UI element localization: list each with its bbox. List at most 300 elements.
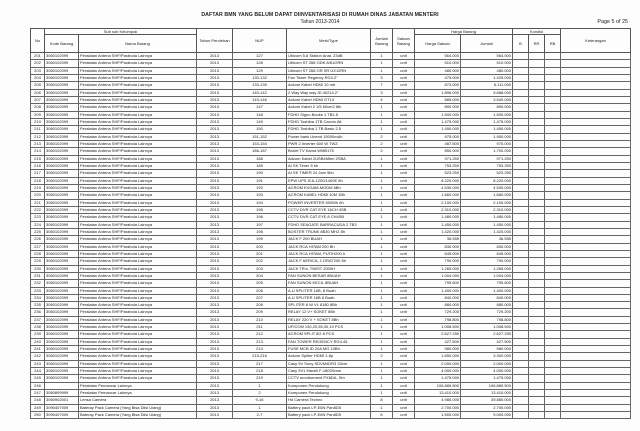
cell-nama-barang: Peralatan Pemancar Lainnya [79, 382, 197, 389]
cell-keterangan [561, 280, 631, 287]
cell-kondisi-rr [529, 243, 545, 250]
cell-row-no: 202 [31, 60, 45, 67]
cell-kondisi-b [513, 192, 529, 199]
cell-kode-barang: 3060102099 [45, 221, 79, 228]
cell-kondisi-rr [529, 53, 545, 60]
cell-nama-barang: Peralatan Antena SHF/Parabola Lainnya [79, 140, 197, 147]
cell-nama-barang: Peralatan Antena SHF/Parabola Lainnya [79, 294, 197, 301]
cell-harga-satuan: 487.500 [415, 140, 461, 147]
cell-nup: 218 [233, 368, 287, 375]
cell-nup: 151-152 [233, 133, 287, 140]
cell-harga-satuan: 1.650.000 [415, 353, 461, 360]
cell-nup: 198 [233, 228, 287, 235]
cell-kondisi-b [513, 265, 529, 272]
cell-keterangan [561, 236, 631, 243]
table-row [31, 243, 631, 250]
cell-harga-satuan: 4.000.000 [415, 368, 461, 375]
cell-keterangan [561, 265, 631, 272]
cell-jumlah-barang: 1 [371, 228, 393, 235]
cell-kondisi-rb [545, 390, 561, 397]
cell-keterangan [561, 331, 631, 338]
cell-keterangan [561, 316, 631, 323]
cell-nama-barang: Peralatan Antena SHF/Parabola Lainnya [79, 170, 197, 177]
cell-row-no: 233 [31, 287, 45, 294]
cell-kondisi-rb [545, 258, 561, 265]
cell-kondisi-rb [545, 111, 561, 118]
cell-kondisi-rr [529, 118, 545, 125]
cell-merk-type: Battery pack LP-E6N Pan8D5 [287, 412, 371, 419]
cell-merk-type: SPLITER 8 W VL 8180 8Bh [287, 302, 371, 309]
cell-kode-barang: 3060102099 [45, 338, 79, 345]
cell-jumlah-barang: 1 [371, 375, 393, 382]
cell-nup: 2-7 [233, 412, 287, 419]
cell-merk-type: FAN TOWER REGENCY RG4.45 [287, 338, 371, 345]
cell-kondisi-rb [545, 331, 561, 338]
cell-row-no: 248 [31, 397, 45, 404]
cell-kode-barang: 3060102099 [45, 96, 79, 103]
cell-kondisi-rb [545, 265, 561, 272]
cell-jumlah-barang: 1 [371, 324, 393, 331]
cell-satuan-barang: unit [393, 287, 415, 294]
cell-tahun-perolehan: 2013 [197, 133, 233, 140]
cell-keterangan [561, 243, 631, 250]
cell-merk-type: JACK F AERICA, 1 DRAT200 8h [287, 258, 371, 265]
cell-kondisi-b [513, 148, 529, 155]
cell-kondisi-rb [545, 82, 561, 89]
cell-jumlah: 753.250 [461, 162, 513, 169]
cell-jumlah: 1.660.000 [461, 192, 513, 199]
cell-satuan-barang: unit [393, 177, 415, 184]
cell-row-no: 212 [31, 133, 45, 140]
cell-tahun-perolehan: 2013 [197, 199, 233, 206]
cell-kondisi-b [513, 309, 529, 316]
cell-kondisi-rr [529, 60, 545, 67]
cell-jumlah-barang: 1 [371, 162, 393, 169]
cell-keterangan [561, 412, 631, 419]
cell-tahun-perolehan: 2013 [197, 236, 233, 243]
cell-row-no: 243 [31, 360, 45, 367]
cell-satuan-barang: unit [393, 170, 415, 177]
cell-kondisi-b [513, 155, 529, 162]
cell-tahun-perolehan: 2013 [197, 353, 233, 360]
cell-kondisi-b [513, 111, 529, 118]
col-keterangan: Keterangan [561, 29, 631, 53]
cell-kode-barang: 3060102099 [45, 228, 79, 235]
cell-jumlah-barang: 1 [371, 214, 393, 221]
cell-keterangan [561, 353, 631, 360]
cell-kondisi-b [513, 324, 529, 331]
cell-kode-barang: 3090407009 [45, 412, 79, 419]
cell-jumlah-barang: 1 [371, 221, 393, 228]
cell-kode-barang: 3060102099 [45, 331, 79, 338]
cell-kondisi-b [513, 294, 529, 301]
cell-harga-satuan: 850.000 [415, 148, 461, 155]
cell-kondisi-rr [529, 382, 545, 389]
cell-kode-barang: 3060102099 [45, 360, 79, 367]
cell-harga-satuan: 1.480.000 [415, 214, 461, 221]
cell-kondisi-b [513, 338, 529, 345]
cell-nama-barang: Peralatan Antena SHF/Parabola Lainnya [79, 353, 197, 360]
cell-nup: 201 [233, 250, 287, 257]
cell-nama-barang: Peralatan Antena SHF/Parabola Lainnya [79, 280, 197, 287]
cell-nup: 211 [233, 324, 287, 331]
cell-merk-type: Brolet TV Kama WMB175 [287, 148, 371, 155]
table-row [31, 353, 631, 360]
cell-kondisi-rb [545, 353, 561, 360]
cell-kode-barang: 3060102099 [45, 155, 79, 162]
cell-kode-barang: 3060102099 [45, 309, 79, 316]
cell-kode-barang: 3060102099 [45, 316, 79, 323]
cell-tahun-perolehan: 2013 [197, 287, 233, 294]
cell-nup: 1 [233, 382, 287, 389]
cell-keterangan [561, 258, 631, 265]
cell-harga-satuan: 1.896.000 [415, 89, 461, 96]
cell-row-no: 242 [31, 353, 45, 360]
cell-harga-satuan: 564.000 [415, 53, 461, 60]
cell-satuan-barang: unit [393, 53, 415, 60]
cell-harga-satuan: 890.000 [415, 104, 461, 111]
cell-kondisi-rr [529, 74, 545, 81]
cell-satuan-barang: unit [393, 324, 415, 331]
cell-jumlah-barang: 3 [371, 89, 393, 96]
cell-row-no: 240 [31, 338, 45, 345]
cell-keterangan [561, 360, 631, 367]
cell-kondisi-b [513, 228, 529, 235]
col-jumlah-barang: Jumlah Barang [371, 29, 393, 53]
cell-harga-satuan: 1.450.000 [415, 126, 461, 133]
cell-kondisi-rb [545, 272, 561, 279]
cell-satuan-barang: unit [393, 60, 415, 67]
cell-nama-barang: Peralatan Antena SHF/Parabola Lainnya [79, 82, 197, 89]
cell-keterangan [561, 170, 631, 177]
cell-harga-satuan: 1.450.000 [415, 221, 461, 228]
cell-jumlah: 798.800 [461, 316, 513, 323]
cell-nama-barang: Peralatan Antena SHF/Parabola Lainnya [79, 60, 197, 67]
cell-nama-barang: Peralatan Antena SHF/Parabola Lainnya [79, 67, 197, 74]
cell-satuan-barang: unit [393, 309, 415, 316]
cell-jumlah-barang: 1 [371, 177, 393, 184]
cell-nama-barang: Peralatan Antena SHF/Parabola Lainnya [79, 265, 197, 272]
cell-kondisi-b [513, 287, 529, 294]
cell-nama-barang: Peralatan Antena SHF/Parabola Lainnya [79, 331, 197, 338]
cell-kondisi-b [513, 96, 529, 103]
cell-nup: 148 [233, 111, 287, 118]
col-satuan-barang: Satuan Barang [393, 29, 415, 53]
cell-row-no: 239 [31, 331, 45, 338]
cell-kondisi-rr [529, 316, 545, 323]
cell-nama-barang: Peralatan Antena SHF/Parabola Lainnya [79, 192, 197, 199]
cell-keterangan [561, 140, 631, 147]
table-row [31, 382, 631, 389]
cell-kondisi-rr [529, 360, 545, 367]
cell-kondisi-rr [529, 96, 545, 103]
cell-nup: 150 [233, 126, 287, 133]
table-row [31, 214, 631, 221]
cell-tahun-perolehan: 2013 [197, 258, 233, 265]
cell-nama-barang: Peralatan Antena SHF/Parabola Lainnya [79, 324, 197, 331]
cell-kode-barang [45, 382, 79, 389]
cell-kondisi-rr [529, 111, 545, 118]
cell-kondisi-rr [529, 324, 545, 331]
cell-jumlah: 729.200 [461, 309, 513, 316]
cell-keterangan [561, 375, 631, 382]
cell-nup: 215-216 [233, 353, 287, 360]
cell-satuan-barang: unit [393, 331, 415, 338]
cell-jumlah: 3.300.000 [461, 353, 513, 360]
cell-kondisi-b [513, 221, 529, 228]
cell-row-no: 227 [31, 243, 45, 250]
cell-satuan-barang: unit [393, 162, 415, 169]
cell-merk-type: Ackom Kabel HDMI 10 mtr [287, 82, 371, 89]
cell-jumlah: 1.500.000 [461, 111, 513, 118]
cell-jumlah-barang: 1 [371, 368, 393, 375]
cell-kode-barang: 3060102099 [45, 170, 79, 177]
cell-kondisi-rb [545, 60, 561, 67]
cell-kondisi-rr [529, 404, 545, 411]
cell-nup: 190 [233, 170, 287, 177]
cell-merk-type: Ubicom 5.8 Station Anat. 23dB [287, 53, 371, 60]
cell-kondisi-rr [529, 221, 545, 228]
cell-nup: 153-154 [233, 140, 287, 147]
cell-nup: 143-146 [233, 96, 287, 103]
cell-kode-barang: 3060102099 [45, 53, 79, 60]
cell-jumlah-barang: 1 [371, 155, 393, 162]
cell-kode-barang: 3060102099 [45, 368, 79, 375]
cell-merk-type: FDHD Toshiba 1 TB Basic 2.5 [287, 126, 371, 133]
cell-merk-type: Battery pack LP-E6N Pan8D5 [287, 404, 371, 411]
cell-satuan-barang: unit [393, 316, 415, 323]
cell-row-no: 235 [31, 302, 45, 309]
cell-nama-barang: Peralatan Antena SHF/Parabola Lainnya [79, 228, 197, 235]
cell-kondisi-rr [529, 140, 545, 147]
cell-satuan-barang: unit [393, 390, 415, 397]
table-row [31, 74, 631, 81]
cell-row-no: 205 [31, 82, 45, 89]
cell-keterangan [561, 53, 631, 60]
cell-kode-barang: 3060102099 [45, 214, 79, 221]
cell-kondisi-rb [545, 338, 561, 345]
cell-merk-type: ACROM KABEL HDMI 10M 1Bh [287, 192, 371, 199]
cell-jumlah-barang: 1 [371, 192, 393, 199]
cell-nup: 9-16 [233, 397, 287, 404]
cell-row-no: 220 [31, 192, 45, 199]
cell-kode-barang: 3060102099 [45, 287, 79, 294]
cell-row-no: 224 [31, 221, 45, 228]
cell-jumlah: 4.530.000 [461, 184, 513, 191]
table-row [31, 280, 631, 287]
cell-jumlah-barang: 1 [371, 206, 393, 213]
cell-nup: 205 [233, 280, 287, 287]
cell-nama-barang: Peralatan Antena SHF/Parabola Lainnya [79, 177, 197, 184]
cell-satuan-barang: unit [393, 192, 415, 199]
table-body [31, 53, 631, 419]
cell-satuan-barang: unit [393, 302, 415, 309]
cell-tahun-perolehan: 2013 [197, 338, 233, 345]
cell-kode-barang: 3090407009 [45, 404, 79, 411]
cell-nama-barang: Peralatan Antena SHF/Parabola Lainnya [79, 309, 197, 316]
cell-kondisi-b [513, 280, 529, 287]
cell-kondisi-b [513, 67, 529, 74]
cell-satuan-barang: unit [393, 280, 415, 287]
col-kondisi-rr: RR [529, 35, 545, 53]
cell-nup: 186-187 [233, 148, 287, 155]
cell-kondisi-rr [529, 199, 545, 206]
cell-nama-barang: Peralatan Antena SHF/Parabola Lainnya [79, 272, 197, 279]
cell-row-no: 236 [31, 309, 45, 316]
cell-jumlah-barang: 1 [371, 104, 393, 111]
cell-jumlah: 2.000.000 [461, 360, 513, 367]
table-row [31, 111, 631, 118]
cell-kondisi-rr [529, 192, 545, 199]
cell-harga-satuan: 2.310.000 [415, 206, 461, 213]
cell-keterangan [561, 221, 631, 228]
cell-satuan-barang: unit [393, 250, 415, 257]
cell-tahun-perolehan: 2013 [197, 162, 233, 169]
cell-jumlah-barang: 8 [371, 397, 393, 404]
cell-row-no: 226 [31, 236, 45, 243]
cell-nup: 204 [233, 272, 287, 279]
cell-nup: 130-132 [233, 74, 287, 81]
cell-kondisi-rb [545, 74, 561, 81]
table-row [31, 133, 631, 140]
cell-jumlah: 3.540.000 [461, 96, 513, 103]
cell-nup: 192 [233, 184, 287, 191]
cell-tahun-perolehan: 2013 [197, 192, 233, 199]
cell-kode-barang: 3060102099 [45, 346, 79, 353]
cell-harga-satuan: 4.530.000 [415, 184, 461, 191]
cell-kondisi-rr [529, 82, 545, 89]
cell-kondisi-rb [545, 177, 561, 184]
cell-nup: 214 [233, 346, 287, 353]
cell-kondisi-rb [545, 155, 561, 162]
table-row [31, 162, 631, 169]
cell-nama-barang: Lensa Camera [79, 397, 197, 404]
cell-jumlah: 106.889.500 [461, 382, 513, 389]
cell-satuan-barang: unit [393, 382, 415, 389]
cell-kondisi-rr [529, 177, 545, 184]
cell-jumlah-barang: 1 [371, 294, 393, 301]
cell-kondisi-rr [529, 338, 545, 345]
cell-kondisi-rr [529, 236, 545, 243]
cell-kondisi-b [513, 390, 529, 397]
cell-jumlah: 1.450.000 [461, 126, 513, 133]
cell-jumlah-barang: 1 [371, 346, 393, 353]
col-sub-kelompok: Sub sub Kelompok [45, 29, 197, 35]
cell-harga-satuan: 427.500 [415, 338, 461, 345]
table-row [31, 294, 631, 301]
cell-merk-type: Komponen Pendukung [287, 390, 371, 397]
cell-keterangan [561, 390, 631, 397]
cell-keterangan [561, 206, 631, 213]
cell-kode-barang: 3060102099 [45, 302, 79, 309]
cell-kode-barang: 3060102099 [45, 140, 79, 147]
cell-merk-type: EPW UPS ICA-1200/1400E 8h [287, 177, 371, 184]
cell-kondisi-b [513, 126, 529, 133]
cell-kondisi-b [513, 236, 529, 243]
cell-nama-barang: Peralatan Antena SHF/Parabola Lainnya [79, 375, 197, 382]
table-row [31, 155, 631, 162]
cell-satuan-barang: unit [393, 272, 415, 279]
table-row [31, 140, 631, 147]
cell-tahun-perolehan: 2013 [197, 111, 233, 118]
cell-kondisi-rr [529, 170, 545, 177]
cell-row-no: 223 [31, 214, 45, 221]
cell-kondisi-rr [529, 302, 545, 309]
cell-harga-satuan: 2.700.000 [415, 404, 461, 411]
cell-merk-type: Fan Tower Regency RG4.2" [287, 74, 371, 81]
cell-harga-satuan: 980.000 [415, 346, 461, 353]
cell-merk-type: JACK TR'a, TWIST 2000H [287, 265, 371, 272]
cell-kode-barang: 3060102099 [45, 192, 79, 199]
cell-kode-barang: 3060102099 [45, 236, 79, 243]
table-row [31, 184, 631, 191]
cell-kode-barang: 3060102099 [45, 206, 79, 213]
cell-tahun-perolehan: 2013 [197, 170, 233, 177]
cell-kode-barang: 3060102099 [45, 118, 79, 125]
cell-kondisi-rr [529, 67, 545, 74]
cell-kondisi-rb [545, 140, 561, 147]
cell-jumlah: 971.250 [461, 155, 513, 162]
cell-nup: 189 [233, 162, 287, 169]
cell-merk-type: Power bank Unend 15000mAh [287, 133, 371, 140]
col-jumlah: Jumlah [461, 35, 513, 53]
cell-jumlah: 795.600 [461, 280, 513, 287]
cell-harga-satuan: 798.800 [415, 316, 461, 323]
cell-keterangan [561, 60, 631, 67]
cell-kode-barang: 3060102099 [45, 243, 79, 250]
table-row [31, 412, 631, 419]
cell-keterangan [561, 214, 631, 221]
cell-row-no: 250 [31, 412, 45, 419]
cell-tahun-perolehan: 2013 [197, 368, 233, 375]
cell-nama-barang: Peralatan Antena SHF/Parabola Lainnya [79, 258, 197, 265]
cell-merk-type: PWR 2 Inverter 600 W TWZ [287, 140, 371, 147]
cell-kode-barang: 3060102099 [45, 126, 79, 133]
cell-merk-type: ACROM KVGAM-MODM 6Bh [287, 184, 371, 191]
cell-harga-satuan: 4.985.000 [415, 397, 461, 404]
cell-kondisi-rr [529, 228, 545, 235]
cell-satuan-barang: unit [393, 199, 415, 206]
cell-row-no: 203 [31, 67, 45, 74]
table-row [31, 272, 631, 279]
cell-nup: 195 [233, 206, 287, 213]
cell-satuan-barang: unit [393, 404, 415, 411]
cell-nup: 129 [233, 67, 287, 74]
cell-merk-type: Ackom Kabel 2 1/5 60cm2 8th [287, 104, 371, 111]
cell-merk-type: A.U SPLITER 16B 8 Buah [287, 294, 371, 301]
cell-kondisi-rr [529, 133, 545, 140]
cell-kondisi-rr [529, 272, 545, 279]
col-kondisi-b: B [513, 35, 529, 53]
cell-tahun-perolehan: 2013 [197, 104, 233, 111]
cell-jumlah-barang: 2 [371, 148, 393, 155]
cell-harga-satuan: 645.000 [415, 250, 461, 257]
cell-nama-barang: Peralatan Antena SHF/Parabola Lainnya [79, 243, 197, 250]
cell-row-no: 213 [31, 140, 45, 147]
cell-kondisi-rr [529, 148, 545, 155]
cell-harga-satuan: 475.000 [415, 74, 461, 81]
cell-jumlah: 13.410.000 [461, 390, 513, 397]
cell-harga-satuan: 1.420.000 [415, 228, 461, 235]
cell-jumlah-barang: 1 [371, 250, 393, 257]
cell-jumlah-barang: 3 [371, 74, 393, 81]
cell-kondisi-rr [529, 250, 545, 257]
cell-merk-type: Komponen Pendukung [287, 382, 371, 389]
cell-kondisi-rb [545, 206, 561, 213]
cell-kondisi-rb [545, 133, 561, 140]
cell-kondisi-rb [545, 412, 561, 419]
cell-nup: 133-139 [233, 82, 287, 89]
